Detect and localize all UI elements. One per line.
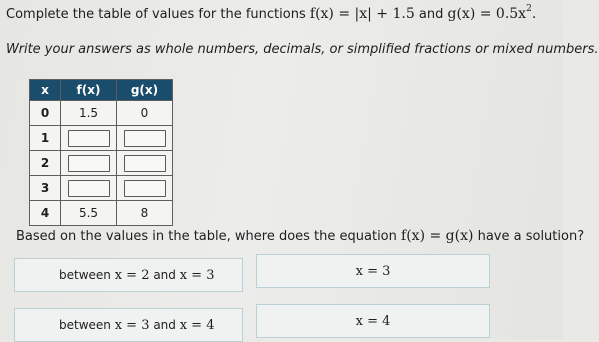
- choice-between-2-and-3[interactable]: [14, 258, 243, 292]
- choice-upper: x = 3: [179, 267, 215, 283]
- choice-word: between: [59, 268, 111, 282]
- instruction-line: [6, 6, 536, 22]
- gx-value: 8: [117, 201, 173, 226]
- choice-and: and: [153, 268, 176, 282]
- header-x: x: [30, 80, 61, 101]
- table-row: [30, 201, 173, 226]
- x-cell: 0: [30, 101, 61, 126]
- question-prefix: Based on the values in the table, where does the equation: [16, 229, 397, 244]
- x-cell: 2: [30, 151, 61, 176]
- table-row: [30, 176, 173, 201]
- table-row: [30, 151, 173, 176]
- choice-between-3-and-4[interactable]: [14, 308, 243, 342]
- choice-lower: x = 2: [114, 267, 150, 283]
- choice-equation: x = 4: [355, 313, 391, 329]
- fx-value: 1.5: [61, 101, 117, 126]
- gx-input-2[interactable]: [124, 155, 166, 172]
- choice-and: and: [153, 318, 176, 332]
- gx-cell: [117, 176, 173, 201]
- choice-lower: x = 3: [114, 317, 150, 333]
- gx-value: 0: [117, 101, 173, 126]
- gx-input-1[interactable]: [124, 130, 166, 147]
- g-definition: [448, 6, 537, 22]
- x-cell: 3: [30, 176, 61, 201]
- instruction-joiner: and: [418, 7, 444, 22]
- choice-x-equals-4[interactable]: [256, 304, 490, 338]
- values-table: [29, 79, 173, 226]
- header-fx: f(x): [61, 80, 117, 101]
- header-gx: g(x): [117, 80, 173, 101]
- choice-x-equals-3[interactable]: [256, 254, 490, 288]
- fx-cell: [61, 176, 117, 201]
- choice-word: between: [59, 318, 111, 332]
- gx-cell: [117, 151, 173, 176]
- choice-equation: x = 3: [355, 263, 391, 279]
- table-header-row: [30, 80, 173, 101]
- x-cell: 4: [30, 201, 61, 226]
- fx-input-3[interactable]: [68, 180, 110, 197]
- g-exponent: 2: [526, 4, 532, 14]
- fx-value: 5.5: [61, 201, 117, 226]
- choice-upper: x = 4: [179, 317, 215, 333]
- answer-format-hint: Write your answers as whole numbers, decimals, or simplified fractions or mixed numbers.: [6, 42, 599, 57]
- fx-cell: [61, 151, 117, 176]
- table-row: [30, 101, 173, 126]
- table-row: [30, 126, 173, 151]
- gx-input-3[interactable]: [124, 180, 166, 197]
- question-text: [16, 228, 584, 244]
- instruction-prefix: Complete the table of values for the functions: [6, 7, 306, 22]
- g-definition-end: .: [531, 6, 537, 22]
- fx-cell: [61, 126, 117, 151]
- g-definition-base: g(x) = 0.5x: [447, 6, 527, 22]
- question-equation: f(x) = g(x): [401, 228, 474, 244]
- fx-input-2[interactable]: [68, 155, 110, 172]
- question-suffix: have a solution?: [477, 229, 585, 244]
- gx-cell: [117, 126, 173, 151]
- x-cell: 1: [30, 126, 61, 151]
- f-definition: f(x) = |x| + 1.5: [309, 6, 415, 22]
- fx-input-1[interactable]: [68, 130, 110, 147]
